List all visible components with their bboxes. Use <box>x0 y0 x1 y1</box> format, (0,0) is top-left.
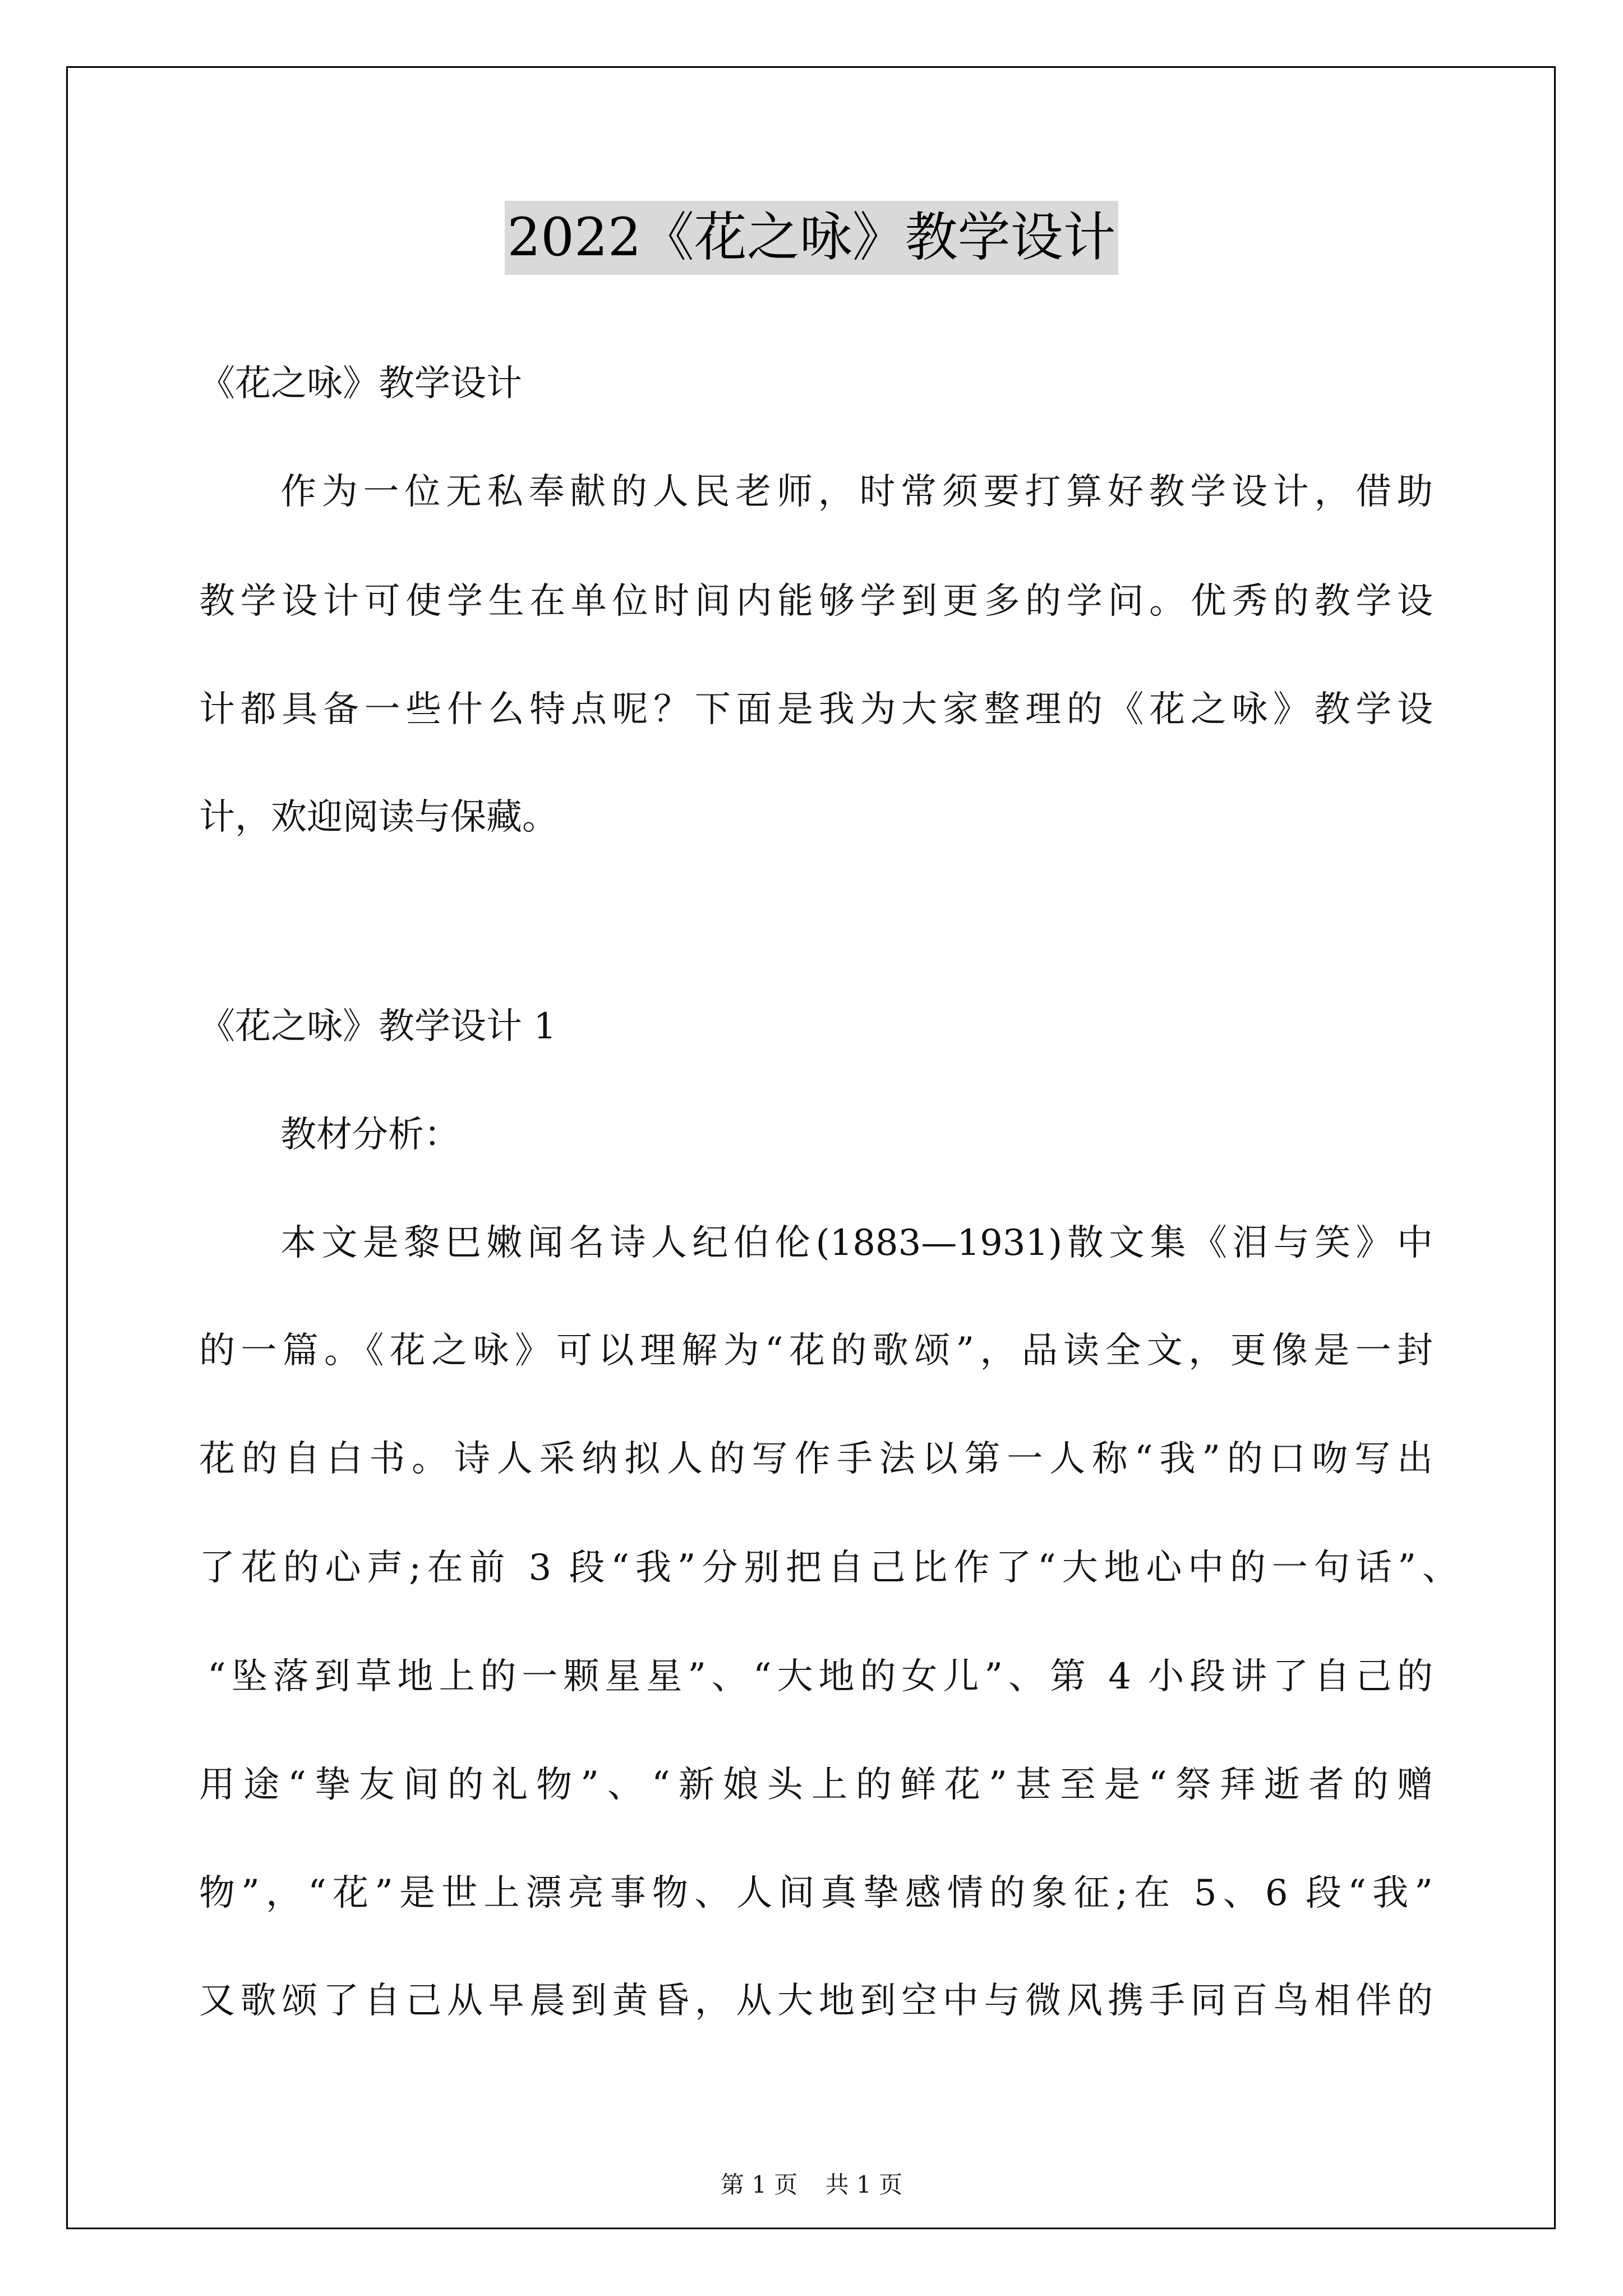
paragraph-line: 计都具备一些什么特点呢？下面是我为大家整理的《花之咏》教学设 <box>199 689 1433 730</box>
page-total: 共 1 页 <box>825 2171 903 2198</box>
paragraph-line: 用途“挚友间的礼物”、“新娘头上的鲜花”甚至是“祭拜逝者的赠 <box>199 1764 1433 1806</box>
section-heading: 《花之咏》教学设计 1 <box>199 1006 557 1047</box>
paragraph-line: 花的自白书。诗人采纳拟人的写作手法以第一人称“我”的口吻写出 <box>199 1438 1433 1480</box>
paragraph-line: 教学设计可使学生在单位时间内能够学到更多的学问。优秀的教学设 <box>199 581 1433 622</box>
paragraph-line: “坠落到草地上的一颗星星”、“大地的女儿”、第 4 小段讲了自己的 <box>208 1656 1433 1697</box>
title-container <box>0 201 1623 275</box>
paragraph-line: 物”，“花”是世上漂亮事物、人间真挚感情的象征;在 5、6 段“我” <box>199 1872 1433 1914</box>
paragraph-line: 计，欢迎阅读与保藏。 <box>199 797 558 838</box>
paragraph-line: 作为一位无私奉献的人民老师，时常须要打算好教学设计，借助 <box>280 471 1433 513</box>
paragraph-line: 又歌颂了自己从早晨到黄昏，从大地到空中与微风携手同百鸟相伴的 <box>199 1980 1433 2022</box>
paragraph-line: 了花的心声;在前 3 段“我”分别把自己比作了“大地心中的一句话”、 <box>199 1547 1458 1589</box>
document-title: 2022《花之咏》教学设计 <box>505 201 1118 275</box>
page-number: 第 1 页 <box>720 2171 798 2198</box>
paragraph-line: 本文是黎巴嫩闻名诗人纪伯伦(1883—1931)散文集《泪与笑》中 <box>280 1222 1433 1264</box>
page-footer <box>0 2166 1623 2200</box>
paragraph-line: 的一篇。《花之咏》可以理解为“花的歌颂”，品读全文，更像是一封 <box>199 1330 1433 1372</box>
section-heading: 《花之咏》教学设计 <box>199 363 522 404</box>
subheading: 教材分析： <box>280 1114 460 1156</box>
